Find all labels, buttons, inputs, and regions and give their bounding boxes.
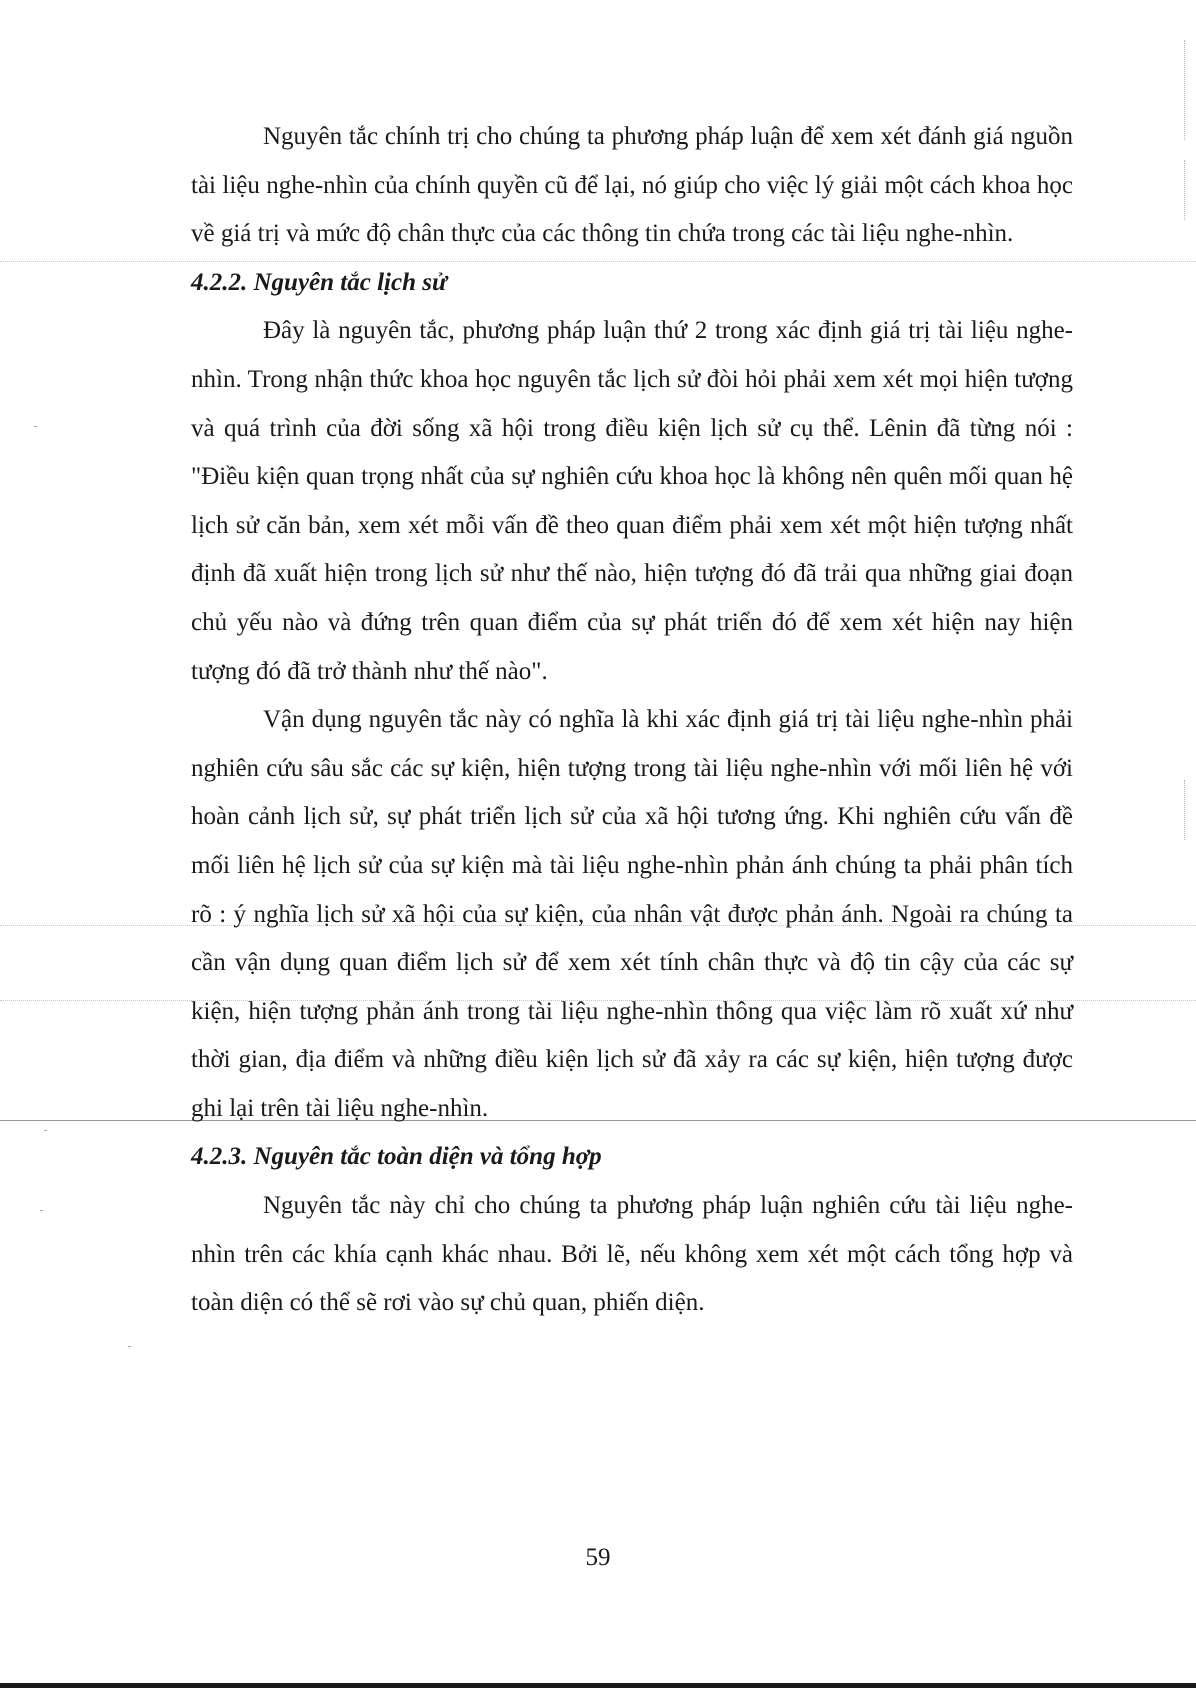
page-number: 59 (585, 1544, 611, 1571)
scan-bottom-edge (0, 1683, 1196, 1688)
scan-speck (44, 1130, 47, 1131)
scan-artifact-mark (1184, 40, 1185, 140)
scan-artifact-mark (1184, 780, 1185, 840)
scan-artifact-mark (1184, 160, 1185, 220)
paragraph-historical-principle-application: Vận dụng nguyên tắc này có nghĩa là khi xác định giá trị tài liệu nghe-nhìn phải nghiên cứu sâu sắc các sự kiện, hiện tượng trong tài liệu nghe-nhìn với mối liên hệ với hoàn cảnh lịch sử, sự phát triển lịch sử của xã hội tương ứng. Khi nghiên cứu vấn đề mối liên hệ lịch sử của sự kiện mà tài liệu nghe-nhìn phản ánh chúng ta phải phân tích rõ : ý nghĩa lịch sử xã hội của sự kiện, của nhân vật được phản ánh. Ngoài ra chúng ta cần vận dụng quan điểm lịch sử để xem xét tính chân thực và độ tin cậy của các sự kiện, hiện tượng phản ánh trong tài liệu nghe-nhìn thông qua việc làm rõ xuất xứ như thời gian, địa điểm và những điều kiện lịch sử đã xảy ra các sự kiện, hiện tượng được ghi lại trên tài liệu nghe-nhìn. (191, 706, 1073, 1122)
document-body (191, 113, 1073, 1328)
scan-speck (128, 1346, 131, 1347)
scan-speck (40, 1210, 43, 1211)
section-heading-historical-principle: 4.2.2. Nguyên tắc lịch sử (191, 268, 447, 296)
paragraph-political-principle: Nguyên tắc chính trị cho chúng ta phương pháp luận để xem xét đánh giá nguồn tài liệu nghe-nhìn của chính quyền cũ để lại, nó giúp cho việc lý giải một cách khoa học về giá trị và mức độ chân thực của các thông tin chứa trong các tài liệu nghe-nhìn. (191, 123, 1073, 248)
paragraph-comprehensive-principle: Nguyên tắc này chỉ cho chúng ta phương pháp luận nghiên cứu tài liệu nghe-nhìn trên các khía cạnh khác nhau. Bởi lẽ, nếu không xem xét một cách tổng hợp và toàn diện có thể sẽ rơi vào sự chủ quan, phiến diện. (191, 1192, 1073, 1317)
scan-speck (34, 426, 37, 427)
section-heading-comprehensive-principle: 4.2.3. Nguyên tắc toàn diện và tổng hợp (191, 1143, 602, 1171)
paragraph-historical-principle-intro: Đây là nguyên tắc, phương pháp luận thứ 2 trong xác định giá trị tài liệu nghe-nhìn. Trong nhận thức khoa học nguyên tắc lịch sử đòi hỏi phải xem xét mọi hiện tượng và quá trình của đời sống xã hội trong điều kiện lịch sử cụ thể. Lênin đã từng nói : "Điều kiện quan trọng nhất của sự nghiên cứu khoa học là không nên quên mối quan hệ lịch sử căn bản, xem xét mỗi vấn đề theo quan điểm phải xem xét một hiện tượng nhất định đã xuất hiện trong lịch sử như thế nào, hiện tượng đó đã trải qua những giai đoạn chủ yếu nào và đứng trên quan điểm của sự phát triển đó để xem xét hiện nay hiện tượng đó đã trở thành như thế nào". (191, 317, 1073, 685)
